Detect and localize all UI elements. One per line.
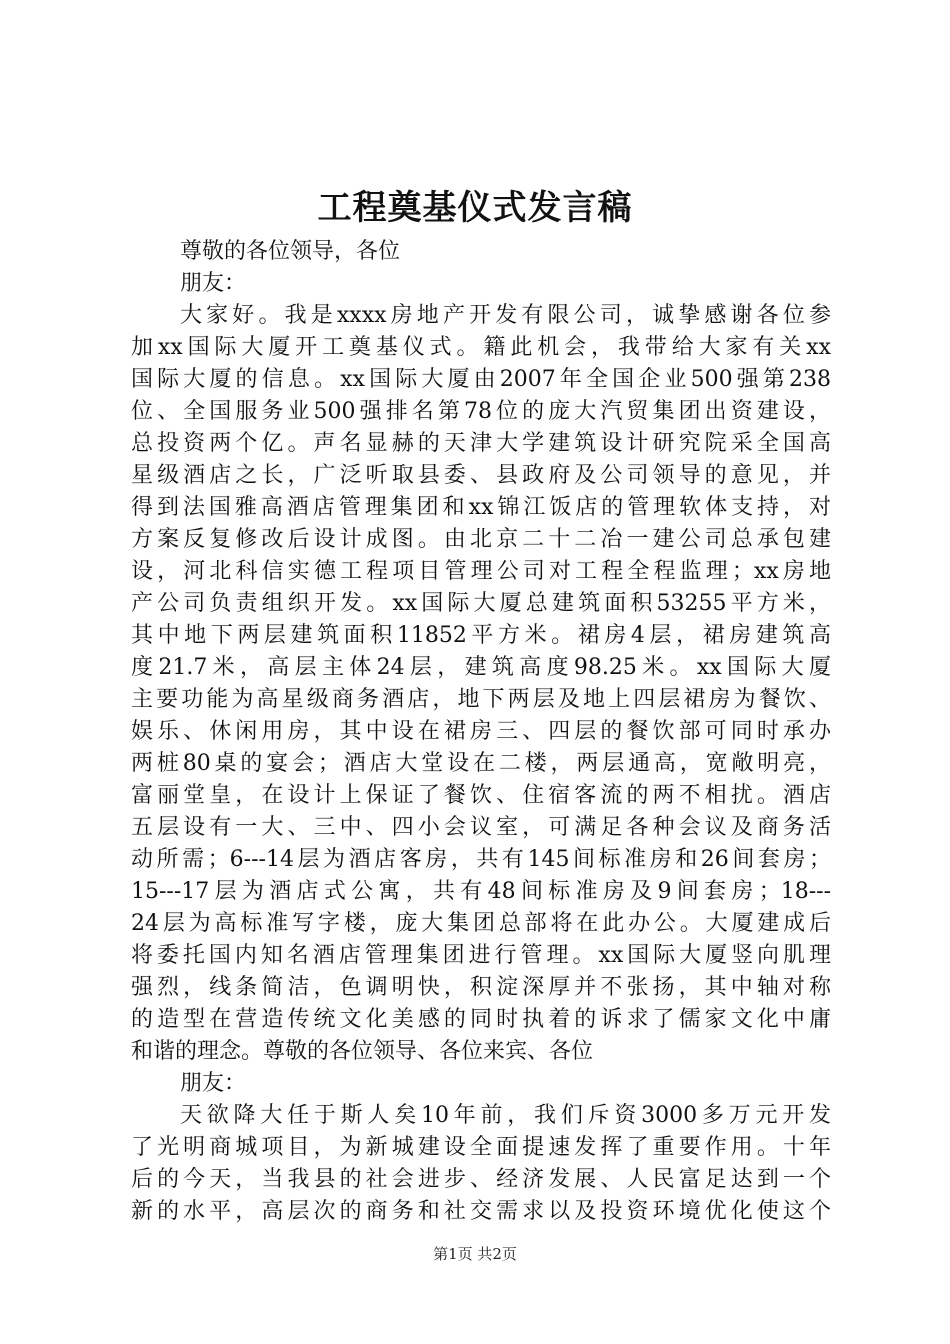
text-line: 朋友：: [180, 1071, 247, 1096]
text-line: 星级酒店之长，广泛听取县委、县政府及公司领导的意见，并: [131, 463, 831, 488]
text-line: 尊敬的各位领导，各位: [180, 239, 401, 264]
text-line: 和谐的理念。尊敬的各位领导、各位来宾、各位: [131, 1039, 594, 1064]
text-line: 主要功能为高星级商务酒店，地下两层及地上四层裙房为餐饮、: [131, 687, 831, 712]
text-line: 24层为高标准写字楼，庞大集团总部将在此办公。大厦建成后: [131, 911, 831, 936]
text-line: 娱乐、休闲用房，其中设在裙房三、四层的餐饮部可同时承办: [131, 719, 831, 744]
text-line: 得到法国雅高酒店管理集团和xx锦江饭店的管理软体支持，对: [131, 495, 831, 520]
text-line: 动所需；6---14层为酒店客房，共有145间标准房和26间套房；: [131, 847, 831, 872]
text-line: 位、全国服务业500强排名第78位的庞大汽贸集团出资建设，: [131, 399, 831, 424]
text-line: 强烈，线条简洁，色调明快，积淀深厚并不张扬，其中轴对称: [131, 975, 831, 1000]
text-line: 富丽堂皇，在设计上保证了餐饮、住宿客流的两不相扰。酒店: [131, 783, 831, 808]
text-line: 15---17层为酒店式公寓，共有48间标准房及9间套房；18---: [131, 879, 831, 904]
text-line: 五层设有一大、三中、四小会议室，可满足各种会议及商务活: [131, 815, 831, 840]
text-line: 加xx国际大厦开工奠基仪式。籍此机会，我带给大家有关xx: [131, 335, 831, 360]
text-line: 设，河北科信实德工程项目管理公司对工程全程监理；xx房地: [131, 559, 831, 584]
text-line: 两桩80桌的宴会；酒店大堂设在二楼，两层通高，宽敞明亮，: [131, 751, 831, 776]
text-line: 总投资两个亿。声名显赫的天津大学建筑设计研究院采全国高: [131, 431, 831, 456]
text-line: 后的今天，当我县的社会进步、经济发展、人民富足达到一个: [131, 1167, 831, 1192]
text-line: 朋友：: [180, 271, 247, 296]
text-line: 度21.7米，高层主体24层，建筑高度98.25米。xx国际大厦: [131, 655, 831, 680]
text-line: 将委托国内知名酒店管理集团进行管理。xx国际大厦竖向肌理: [131, 943, 831, 968]
text-line: 的造型在营造传统文化美感的同时执着的诉求了儒家文化中庸: [131, 1007, 831, 1032]
text-line: 了光明商城项目，为新城建设全面提速发挥了重要作用。十年: [131, 1135, 831, 1160]
page-title: 工程奠基仪式发言稿: [317, 188, 633, 228]
page-footer: 第1页 共2页: [433, 1245, 517, 1263]
text-line: 产公司负责组织开发。xx国际大厦总建筑面积53255平方米，: [131, 591, 831, 616]
text-line: 天欲降大任于斯人矣10年前，我们斥资3000多万元开发: [180, 1103, 831, 1128]
text-line: 方案反复修改后设计成图。由北京二十二冶一建公司总承包建: [131, 527, 831, 552]
text-line: 新的水平，高层次的商务和社交需求以及投资环境优化使这个: [131, 1199, 831, 1224]
text-line: 大家好。我是xxxx房地产开发有限公司，诚挚感谢各位参: [180, 303, 831, 328]
text-line: 其中地下两层建筑面积11852平方米。裙房4层，裙房建筑高: [131, 623, 831, 648]
body-text: [131, 236, 831, 1228]
text-line: 国际大厦的信息。xx国际大厦由2007年全国企业500强第238: [131, 367, 831, 392]
